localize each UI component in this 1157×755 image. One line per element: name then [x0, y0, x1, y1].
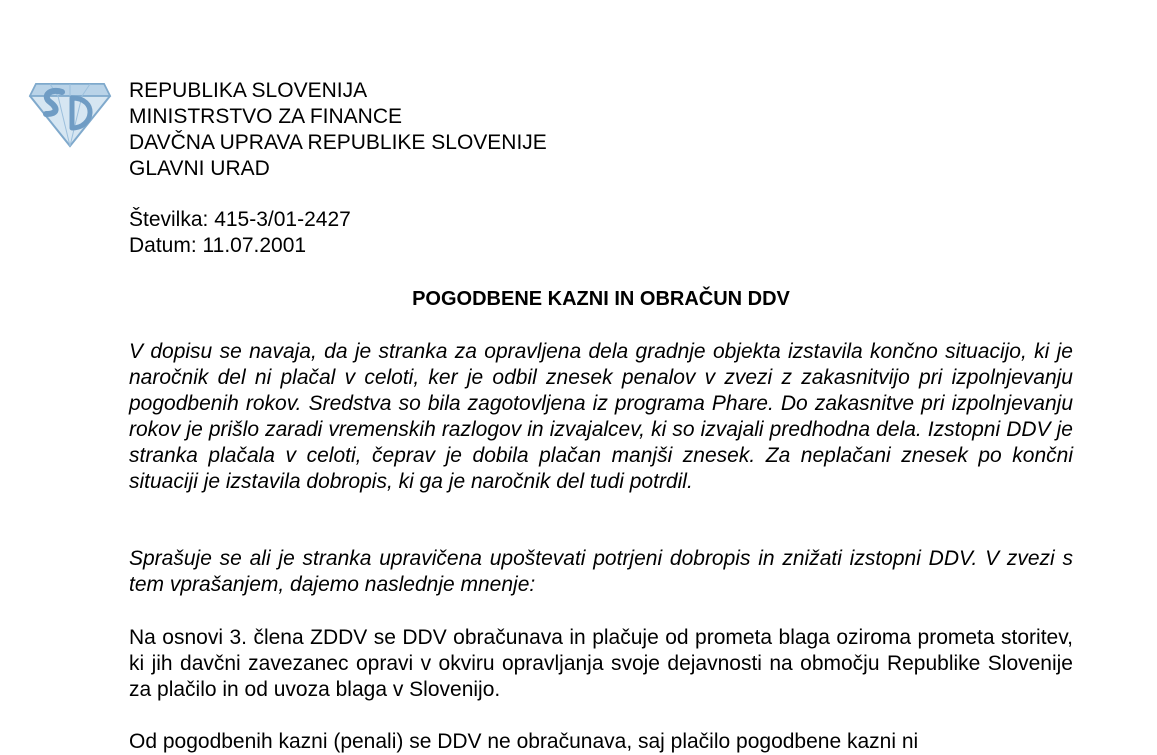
- document-references: [129, 207, 351, 259]
- header-line-country: REPUBLIKA SLOVENIJA: [129, 79, 368, 102]
- header-line-ministry: MINISTRSTVO ZA FINANCE: [129, 105, 403, 128]
- document-title: POGODBENE KAZNI IN OBRAČUN DDV: [412, 288, 790, 310]
- document-number: Številka: 415-3/01-2427: [129, 208, 351, 231]
- durs-logo-icon: [28, 78, 112, 150]
- letterhead: [129, 78, 547, 182]
- header-line-administration: DAVČNA UPRAVA REPUBLIKE SLOVENIJE: [129, 131, 547, 154]
- paragraph-penalties: Od pogodbenih kazni (penali) se DDV ne obračunava, saj plačilo pogodbene kazni ni: [129, 730, 919, 753]
- header-line-office: GLAVNI URAD: [129, 157, 270, 180]
- paragraph-question: Sprašuje se ali je stranka upravičena upoštevati potrjeni dobropis in znižati izstopni DDV. V zvezi s tem vprašanjem, dajemo naslednje mnenje:: [129, 547, 1073, 596]
- paragraph-inquiry: V dopisu se navaja, da je stranka za opravljena dela gradnje objekta izstavila končno situacijo, ki je naročnik del ni plačal v celoti, ker je odbil znesek penalov v zvezi z zakasnitvijo pri izpolnjevanju pogodbenih rokov. Sredstva so bila zagotovljena iz programa Phare. Do zakasnitve pri izpolnjevanju rokov je prišlo zaradi vremenskih razlogov in izvajalcev, ki so izvajali predhodna dela. Izstopni DDV je stranka plačala v celoti, čeprav je dobila plačan manjši znesek. Za neplačani znesek po končni situaciji je izstavila dobropis, ki ga je naročnik del tudi potrdil.: [129, 340, 1073, 493]
- document-date: Datum: 11.07.2001: [129, 234, 307, 257]
- paragraph-answer: Na osnovi 3. člena ZDDV se DDV obračunava in plačuje od prometa blaga oziroma prometa storitev, ki jih davčni zavezanec opravi v okviru opravljanja svoje dejavnosti na območju Republike Slovenije za plačilo in od uvoza blaga v Slovenijo.: [129, 626, 1073, 701]
